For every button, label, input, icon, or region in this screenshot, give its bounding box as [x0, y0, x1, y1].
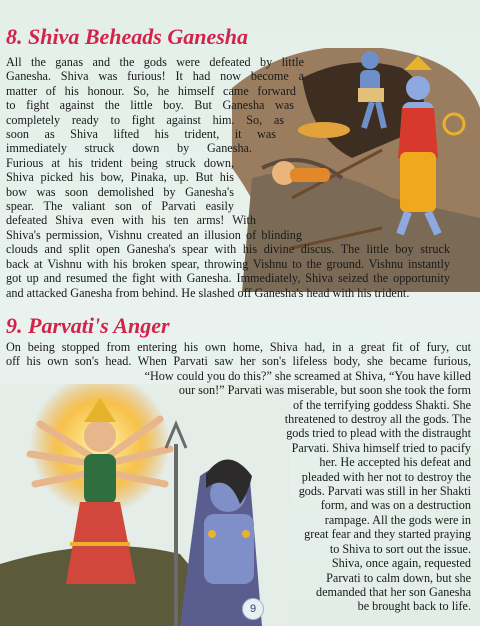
section-8-number: 8. [6, 24, 23, 49]
text-line: off his own son's head. When Parvati saw her son's lifeless body, she became furious, [6, 354, 471, 369]
text-line: Shiva, once again, requested [331, 556, 471, 571]
text-line: “How could you do this?” she screamed at Shiva, “You have killed [144, 368, 471, 383]
text-line: defeated Shiva even with his ten arms! With [6, 213, 256, 228]
section-8-heading [6, 24, 248, 50]
section-9-number: 9. [6, 313, 23, 338]
text-line: All the ganas and the gods were defeated by little [6, 55, 304, 69]
section-9-title: Parvati's Anger [28, 313, 170, 338]
text-line: back at Vishnu with his broken spear, throwing Vishnu to the ground. Vishnu instantly [6, 256, 450, 271]
text-line: soon as Shiva lifted his trident, it was [6, 127, 276, 142]
text-line: demanded that her son Ganesha [316, 584, 471, 599]
section-9-text [6, 340, 471, 614]
text-line: On being stopped from entering his own home, Shiva had, in a great fit of fury, cut [6, 340, 471, 354]
text-line: completely ready to fight against him. So, as [6, 112, 284, 127]
text-line: her. He accepted his defeat and [319, 455, 471, 470]
text-line: of the terrifying goddess Shakti. She [292, 397, 471, 412]
text-line: spear. The valiant son of Parvati easily [6, 199, 234, 214]
text-line: to Shiva to sort out the issue. [329, 541, 471, 556]
text-line: Furious at his trident being struck down, [6, 155, 234, 170]
text-line: clouds and split open Ganesha's spear with his divine discus. The little boy struck [6, 242, 450, 257]
text-line: be brought back to life. [357, 599, 471, 614]
text-line: Parvati to calm down, but she [326, 570, 471, 585]
text-line: and attacked Ganesha from behind. He slashed off Ganesha's head with his trident. [6, 285, 410, 300]
text-line: Parvati. Shiva himself tried to pacify [291, 440, 471, 455]
text-line: Ganesha. Shiva was furious! It had now become a [6, 69, 304, 84]
text-line: Shiva's permission, Vishnu created an illusion of blinding [6, 227, 302, 242]
section-8-title: Shiva Beheads Ganesha [28, 24, 249, 49]
text-line: bow was soon demolished by Ganesha's [6, 184, 234, 199]
text-line: pleaded with her not to destroy the [301, 469, 471, 484]
text-line: threatened to destroy all the gods. The [284, 412, 471, 427]
text-line: form, and was on a destruction [320, 498, 471, 513]
text-line: gods tried to plead with the distraught [286, 426, 471, 441]
text-line: our son!” Parvati was miserable, but soon she took the form [178, 383, 471, 398]
section-9-heading [6, 313, 170, 339]
text-line: immediately struck down by Ganesha. [6, 141, 252, 156]
text-line: great fear and they started praying [304, 527, 471, 542]
text-line: gods. Parvati was still in her Shakti [298, 484, 471, 499]
section-8-text [6, 55, 450, 300]
text-line: to fight against the little boy. But Ganesha was [6, 98, 294, 113]
page-number: 9 [242, 598, 264, 620]
text-line: matter of his honour. So, he himself came forward [6, 83, 296, 98]
text-line: rampage. All the gods were in [324, 512, 471, 527]
text-line: Shiva picked his bow, Pinaka, up. But his [6, 170, 234, 185]
text-line: got up and resumed the fight with Ganesha. Immediately, Shiva seized the opportunity [6, 271, 450, 286]
